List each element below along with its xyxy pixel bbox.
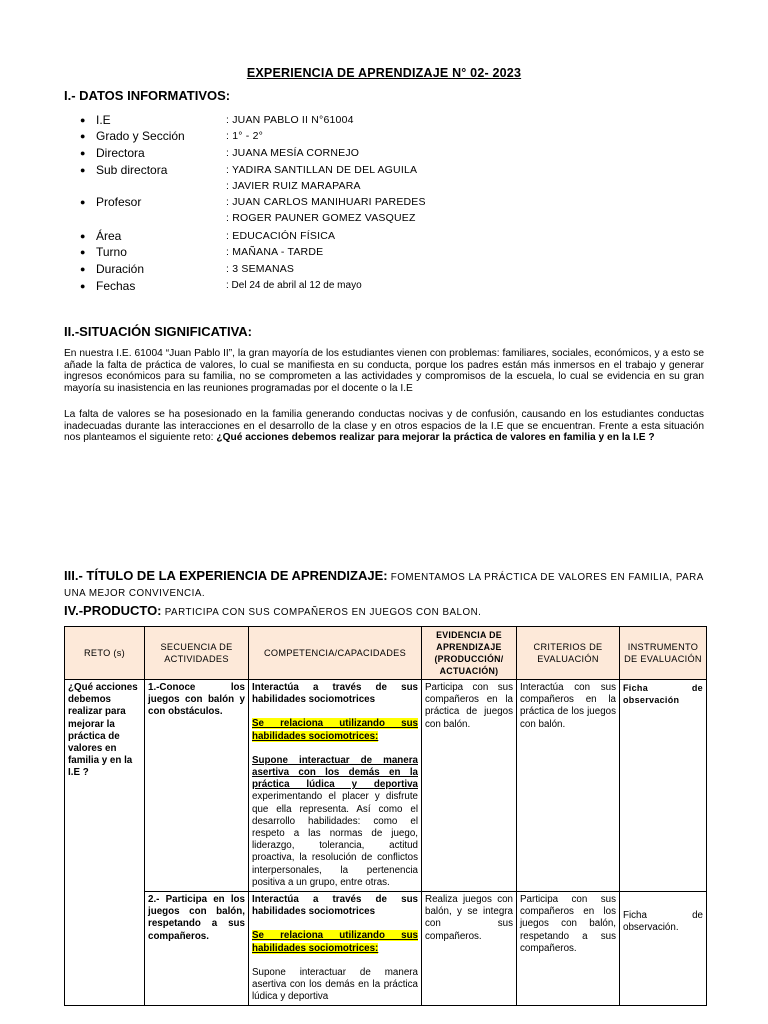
actividad-cell: 2.- Participa en los juegos con balón, respetando a sus compañeros.	[145, 892, 249, 1006]
reto-cell: ¿Qué acciones debemos realizar para mejorar la práctica de valores en familia y en la I.E ?	[65, 680, 145, 1006]
bullet-icon: ●	[80, 281, 86, 291]
info-value: : Del 24 de abril al 12 de mayo	[226, 280, 362, 291]
section-heading-titulo	[64, 569, 724, 601]
criterio-cell: Participa con sus compañeros en los juegos con balón, respetando a sus compañeros.	[517, 892, 620, 1006]
competencia-cell	[249, 680, 422, 892]
table-row	[65, 680, 707, 892]
capacidad-highlight: Se relaciona utilizando sus habilidades sociomotrices:	[252, 718, 418, 742]
paragraph-situacion-1: En nuestra I.E. 61004 “Juan Pablo II”, la gran mayoría de los estudiantes vienen con problemas: familiares, sociales, económicos, y a esto se añade la falta de práctica de valores, lo cual se manifiesta en su conducta, porque los padres están más inmersos en el trabajo y generar ingresos económicos para su familia, no se comprometen a las actividades y compromisos de la escuela, lo cual se evidencia en su gran mayoría su inasistencia en las reuniones programadas por el docente o la I.E	[64, 348, 704, 395]
table-row	[65, 892, 707, 1006]
capacidad-highlight: Se relaciona utilizando sus habilidades sociomotrices:	[252, 930, 418, 954]
info-value: : JAVIER RUIZ MARAPARA	[226, 180, 361, 192]
header-evidencia: EVIDENCIA DE APRENDIZAJE (PRODUCCIÓN/ ACTUACIÓN)	[422, 627, 517, 680]
info-label: Área	[96, 229, 122, 243]
bullet-icon: ●	[80, 148, 86, 158]
product-text: PARTICIPA CON SUS COMPAÑEROS EN JUEGOS CON BALON.	[161, 607, 482, 618]
capacidad-description: experimentando el placer y disfrute que ella representa. Así como el desarrollo habilidades: como el respeto a las normas de juego, liderazgo, tolerancia, actitud proactiva, la resolución de conflictos interpersonales, la pertenencia positiva a un grupo, entre otras.	[252, 791, 418, 888]
info-label: Sub directora	[96, 163, 168, 177]
experience-title: FOMENTAMOS LA PRÁCTICA DE VALORES EN FAMILIA, PARA UNA MEJOR CONVIVENCIA.	[64, 572, 704, 599]
reto-question: ¿Qué acciones debemos realizar para mejorar la práctica de valores en familia y en la I.E ?	[216, 432, 655, 444]
info-value: : JUAN PABLO II N°61004	[226, 114, 354, 126]
info-label: Profesor	[96, 195, 142, 209]
bullet-icon: ●	[80, 165, 86, 175]
competencia-title: Interactúa a través de sus habilidades sociomotrices	[252, 682, 418, 706]
section-heading-datos: I.- DATOS INFORMATIVOS:	[64, 88, 231, 103]
table-header-row	[65, 627, 707, 680]
info-value: : ROGER PAUNER GOMEZ VASQUEZ	[226, 212, 416, 224]
section-heading-situacion: II.-SITUACIÓN SIGNIFICATIVA:	[64, 324, 253, 339]
header-reto: RETO (s)	[65, 627, 145, 680]
info-label: Turno	[96, 245, 127, 259]
capacidad-underlined: Supone interactuar de manera asertiva con los demás en la práctica lúdica y deportiva	[252, 754, 418, 791]
heading-label: III.- TÍTULO DE LA EXPERIENCIA DE APRENDIZAJE:	[64, 568, 388, 583]
info-label: Grado y Sección	[96, 129, 185, 143]
section-heading-producto	[64, 603, 481, 618]
info-label: Fechas	[96, 279, 136, 293]
evaluation-table	[64, 626, 707, 1006]
paragraph-situacion-2	[64, 409, 704, 444]
info-value: : YADIRA SANTILLAN DE DEL AGUILA	[226, 164, 418, 176]
header-criterios: CRITERIOS DE EVALUACIÓN	[517, 627, 620, 680]
header-competencia: COMPETENCIA/CAPACIDADES	[249, 627, 422, 680]
info-value: : 3 SEMANAS	[226, 263, 295, 275]
document-title: EXPERIENCIA DE APRENDIZAJE N° 02- 2023	[246, 66, 522, 80]
info-label: I.E	[96, 113, 111, 127]
info-value: : JUANA MESÍA CORNEJO	[226, 147, 360, 159]
header-secuencia: SECUENCIA DE ACTIVIDADES	[145, 627, 249, 680]
capacidad-description: Supone interactuar de manera asertiva con los demás en la práctica lúdica y deportiva	[252, 966, 418, 1003]
competencia-title: Interactúa a través de sus habilidades sociomotrices	[252, 894, 418, 918]
bullet-icon: ●	[80, 115, 86, 125]
actividad-cell: 1.-Conoce los juegos con balón y con obstáculos.	[145, 680, 249, 892]
paragraph-text: La falta de valores se ha posesionado en la familia generando conductas nocivas y de confusión, causando en los estudiantes conductas inadecuadas durante las interacciones en el desarrollo de la clase y en otros espacios de la I.E que se encuentran. Frente a esta situación nos planteamos el siguiente reto:	[64, 409, 704, 444]
bullet-icon: ●	[80, 197, 86, 207]
info-value: : EDUCACIÓN FÍSICA	[226, 230, 336, 242]
info-label: Duración	[96, 262, 145, 276]
info-value: : JUAN CARLOS MANIHUARI PAREDES	[226, 196, 426, 208]
info-label: Directora	[96, 146, 145, 160]
evidencia-cell: Participa con sus compañeros en la práctica de juegos con balón.	[422, 680, 517, 892]
bullet-icon: ●	[80, 231, 86, 241]
info-value: : MAÑANA - TARDE	[226, 246, 324, 258]
heading-label: IV.-PRODUCTO:	[64, 603, 162, 618]
criterio-cell: Interactúa con sus compañeros en la práctica de los juegos con balón.	[517, 680, 620, 892]
bullet-icon: ●	[80, 131, 86, 141]
evidencia-cell: Realiza juegos con balón, y se integra con sus compañeros.	[422, 892, 517, 1006]
bullet-icon: ●	[80, 264, 86, 274]
bullet-icon: ●	[80, 247, 86, 257]
instrumento-cell: Ficha de observación.	[620, 892, 707, 1006]
header-instrumento: INSTRUMENTO DE EVALUACIÓN	[620, 627, 707, 680]
info-value: : 1° - 2°	[226, 130, 264, 142]
competencia-cell	[249, 892, 422, 1006]
instrumento-cell: Ficha de observación	[620, 680, 707, 892]
